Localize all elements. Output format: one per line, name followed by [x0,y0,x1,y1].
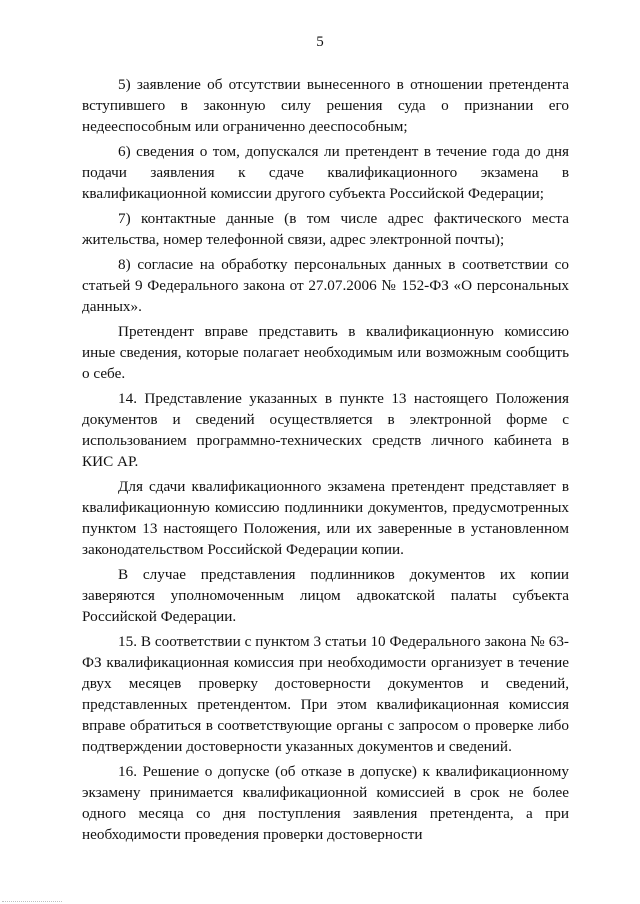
scan-artifact [2,899,62,902]
page-number: 5 [316,34,324,50]
paragraph-item-7: 7) контактные данные (в том числе адрес фактического места жительства, номер телефонной связи, адрес электронной почты); [82,210,569,248]
paragraph-section-15: 15. В соответствии с пунктом 3 статьи 10 Федерального закона № 63-ФЗ квалификационная комиссия при необходимости организует в течение двух месяцев проверку достоверности документов и сведений, представленных претендентом. При этом квалификационная комиссия вправе обратиться в соответствующие органы с запросом о проверке либо подтверждении достоверности указанных документов и сведений. [82,633,569,755]
paragraph-item-5: 5) заявление об отсутствии вынесенного в отношении претендента вступившего в законную силу решения суда о признании его недееспособным или ограниченно дееспособным; [82,76,569,135]
paragraph-section-14: 14. Представление указанных в пункте 13 настоящего Положения документов и сведений осуществляется в электронной форме с использованием программно-технических средств личного кабинета в КИС АР. [82,390,569,470]
paragraph-originals: Для сдачи квалификационного экзамена претендент представляет в квалификационную комиссию подлинники документов, предусмотренных пунктом 13 настоящего Положения, или их заверенные в установленном законодательством Российской Федерации копии. [82,478,569,558]
paragraph-section-16: 16. Решение о допуске (об отказе в допуске) к квалификационному экзамену принимается квалификационной комиссией в срок не более одного месяца со дня поступления заявления претендента, а при необходимости проведения проверки достоверности [82,763,569,843]
paragraph-item-6: 6) сведения о том, допускался ли претендент в течение года до дня подачи заявления к сдаче квалификационного экзамена в квалификационной комиссии другого субъекта Российской Федерации; [82,143,569,202]
document-body [82,74,569,845]
paragraph-copies: В случае представления подлинников документов их копии заверяются уполномоченным лицом адвокатской палаты субъекта Российской Федерации. [82,566,569,625]
paragraph-other-info: Претендент вправе представить в квалификационную комиссию иные сведения, которые полагает необходимым или возможным сообщить о себе. [82,323,569,382]
paragraph-item-8: 8) согласие на обработку персональных данных в соответствии со статьей 9 Федерального закона от 27.07.2006 № 152-ФЗ «О персональных данных». [82,256,569,315]
